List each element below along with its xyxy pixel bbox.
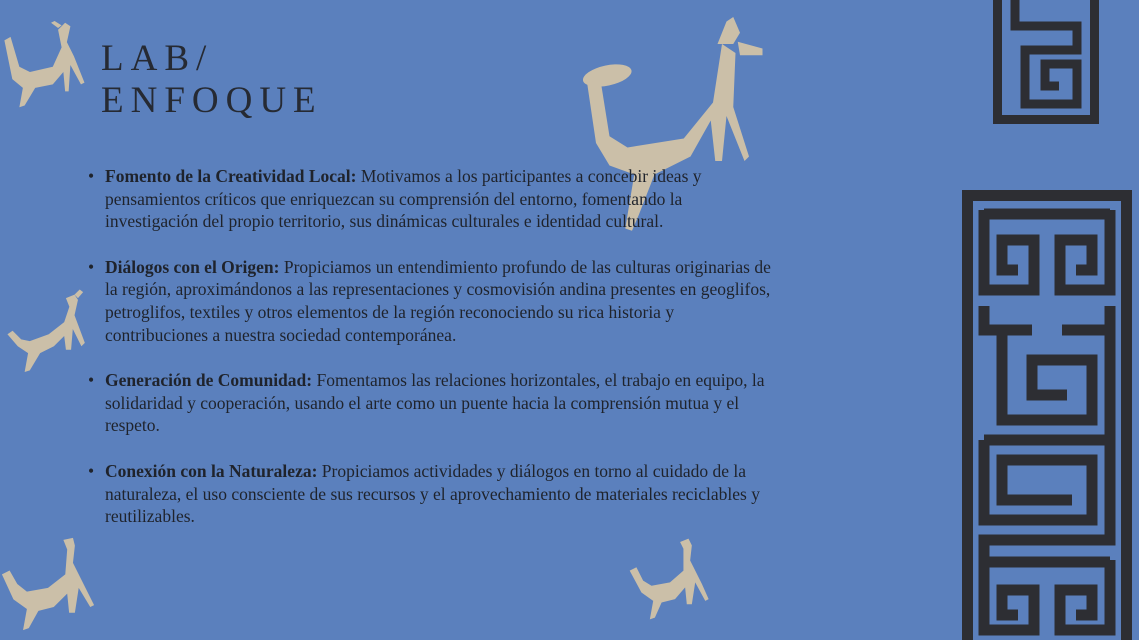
item-heading: Fomento de la Creatividad Local: bbox=[105, 166, 357, 186]
llama-petroglyph-icon bbox=[0, 528, 96, 640]
title-line-1: LAB/ bbox=[101, 38, 214, 79]
bullet-icon: • bbox=[88, 256, 95, 277]
list-item bbox=[88, 369, 778, 437]
page-title bbox=[101, 38, 323, 122]
andean-step-fret-pattern bbox=[993, 0, 1099, 124]
llama-petroglyph-icon bbox=[4, 285, 90, 380]
list-item bbox=[88, 460, 778, 528]
title-line-2: ENFOQUE bbox=[101, 80, 323, 121]
item-heading: Generación de Comunidad: bbox=[105, 370, 313, 391]
bullet-icon: • bbox=[88, 166, 95, 186]
item-text: Propiciamos actividades y diálogos en torno al cuidado de la naturaleza, el uso consciente de sus recursos y el aprovechamiento de materiales reciclables y reutilizables. bbox=[105, 460, 760, 527]
item-text: Propiciamos un entendimiento profundo de las culturas originarias de la región, aproximándonos a las representaciones y cosmovisión andina presentes en geoglifos, petroglifos, textiles y otros elementos de la región reconociendo su rica historia y contribuciones a nuestra sociedad contemporánea. bbox=[105, 256, 771, 345]
item-heading: Conexión con la Naturaleza: bbox=[105, 460, 318, 481]
item-heading: Diálogos con el Origen: bbox=[105, 256, 280, 277]
bullet-icon: • bbox=[88, 460, 95, 481]
andean-step-fret-pattern bbox=[962, 190, 1132, 640]
bullet-icon: • bbox=[88, 370, 95, 391]
item-text: Fomentamos las relaciones horizontales, el trabajo en equipo, la solidaridad y cooperación, usando el arte como un puente hacia la comprensión mutua y el respeto. bbox=[105, 370, 765, 436]
list-item bbox=[88, 165, 778, 233]
list-item bbox=[88, 256, 778, 346]
llama-petroglyph-icon bbox=[0, 6, 88, 124]
focus-list bbox=[88, 165, 778, 551]
item-text: Motivamos a los participantes a concebir ideas y pensamientos críticos que enriquezcan su comprensión del entorno, fomentando la investigación del propio territorio, sus dinámicas culturales e identidad cultural. bbox=[105, 166, 702, 232]
